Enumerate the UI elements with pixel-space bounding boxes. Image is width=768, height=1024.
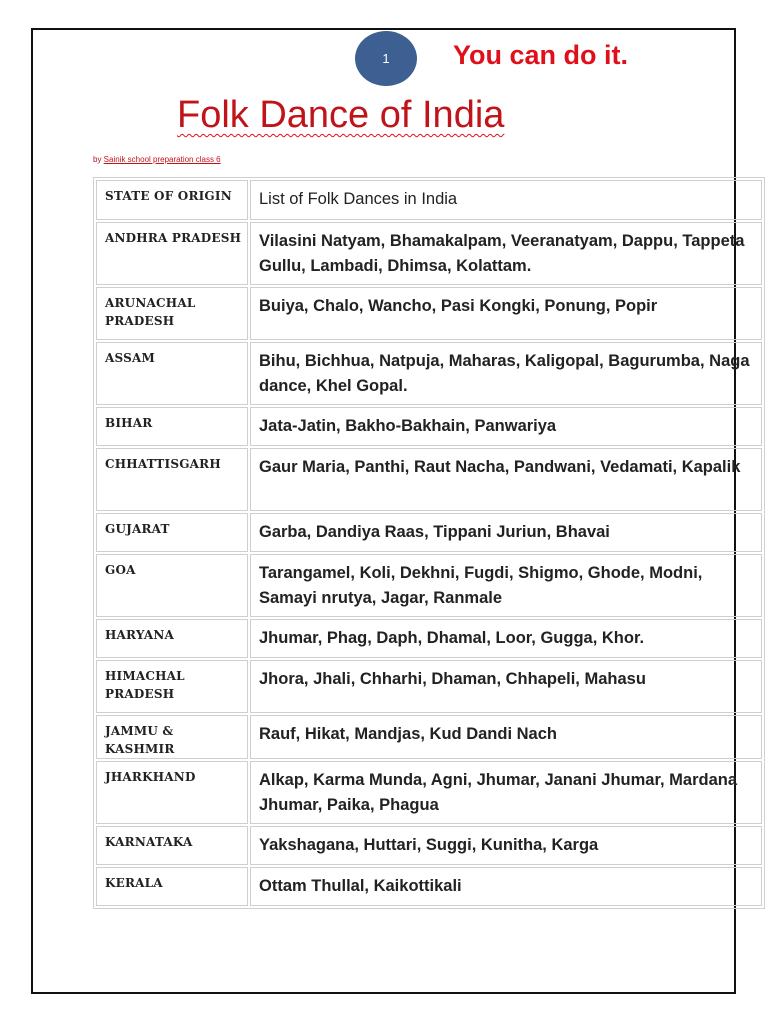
table-row	[96, 867, 762, 906]
folk-dance-table-body	[96, 180, 762, 906]
state-cell: GUJARAT	[96, 513, 248, 552]
state-cell: CHHATTISGARH	[96, 448, 248, 511]
page-number-badge	[355, 31, 417, 86]
table-header-row	[96, 180, 762, 220]
dances-cell: Bihu, Bichhua, Natpuja, Maharas, Kaligopal, Bagurumba, Naga dance, Khel Gopal.	[250, 342, 762, 405]
state-cell: JAMMU & KASHMIR	[96, 715, 248, 759]
state-cell: KERALA	[96, 867, 248, 906]
table-row	[96, 513, 762, 552]
byline	[93, 155, 221, 164]
table-row	[96, 761, 762, 824]
table-row	[96, 448, 762, 511]
folk-dance-table	[93, 177, 765, 909]
table-row	[96, 222, 762, 285]
state-cell: JHARKHAND	[96, 761, 248, 824]
header-folk-dances: List of Folk Dances in India	[250, 180, 762, 220]
dances-cell: Buiya, Chalo, Wancho, Pasi Kongki, Ponung, Popir	[250, 287, 762, 340]
state-cell: ASSAM	[96, 342, 248, 405]
table-row	[96, 715, 762, 759]
dances-cell: Garba, Dandiya Raas, Tippani Juriun, Bhavai	[250, 513, 762, 552]
dances-cell: Rauf, Hikat, Mandjas, Kud Dandi Nach	[250, 715, 762, 759]
dances-cell: Vilasini Natyam, Bhamakalpam, Veeranatyam, Dappu, Tappeta Gullu, Lambadi, Dhimsa, Kolattam.	[250, 222, 762, 285]
dances-cell: Jhora, Jhali, Chharhi, Dhaman, Chhapeli, Mahasu	[250, 660, 762, 713]
header-state-of-origin: STATE OF ORIGIN	[96, 180, 248, 220]
table-row	[96, 342, 762, 405]
dances-cell: Alkap, Karma Munda, Agni, Jhumar, Janani Jhumar, Mardana Jhumar, Paika, Phagua	[250, 761, 762, 824]
state-cell: HARYANA	[96, 619, 248, 658]
state-cell: HIMACHAL PRADESH	[96, 660, 248, 713]
state-cell: GOA	[96, 554, 248, 617]
table-row	[96, 826, 762, 865]
dances-cell: Jata-Jatin, Bakho-Bakhain, Panwariya	[250, 407, 762, 446]
table-row	[96, 619, 762, 658]
source-link[interactable]: Sainik school preparation class 6	[103, 155, 221, 164]
page-number: 1	[382, 51, 390, 66]
dances-cell: Gaur Maria, Panthi, Raut Nacha, Pandwani, Vedamati, Kapalik	[250, 448, 762, 511]
state-cell: BIHAR	[96, 407, 248, 446]
dances-cell: Jhumar, Phag, Daph, Dhamal, Loor, Gugga, Khor.	[250, 619, 762, 658]
dances-cell: Yakshagana, Huttari, Suggi, Kunitha, Karga	[250, 826, 762, 865]
table-row	[96, 660, 762, 713]
state-cell: KARNATAKA	[96, 826, 248, 865]
document-title: Folk Dance of India	[177, 94, 505, 136]
byline-prefix: by	[93, 155, 104, 164]
motto: You can do it.	[453, 40, 628, 70]
dances-cell: Tarangamel, Koli, Dekhni, Fugdi, Shigmo, Ghode, Modni, Samayi nrutya, Jagar, Ranmale	[250, 554, 762, 617]
table-row	[96, 554, 762, 617]
dances-cell: Ottam Thullal, Kaikottikali	[250, 867, 762, 906]
table-row	[96, 287, 762, 340]
table-row	[96, 407, 762, 446]
state-cell: ANDHRA PRADESH	[96, 222, 248, 285]
state-cell: ARUNACHAL PRADESH	[96, 287, 248, 340]
